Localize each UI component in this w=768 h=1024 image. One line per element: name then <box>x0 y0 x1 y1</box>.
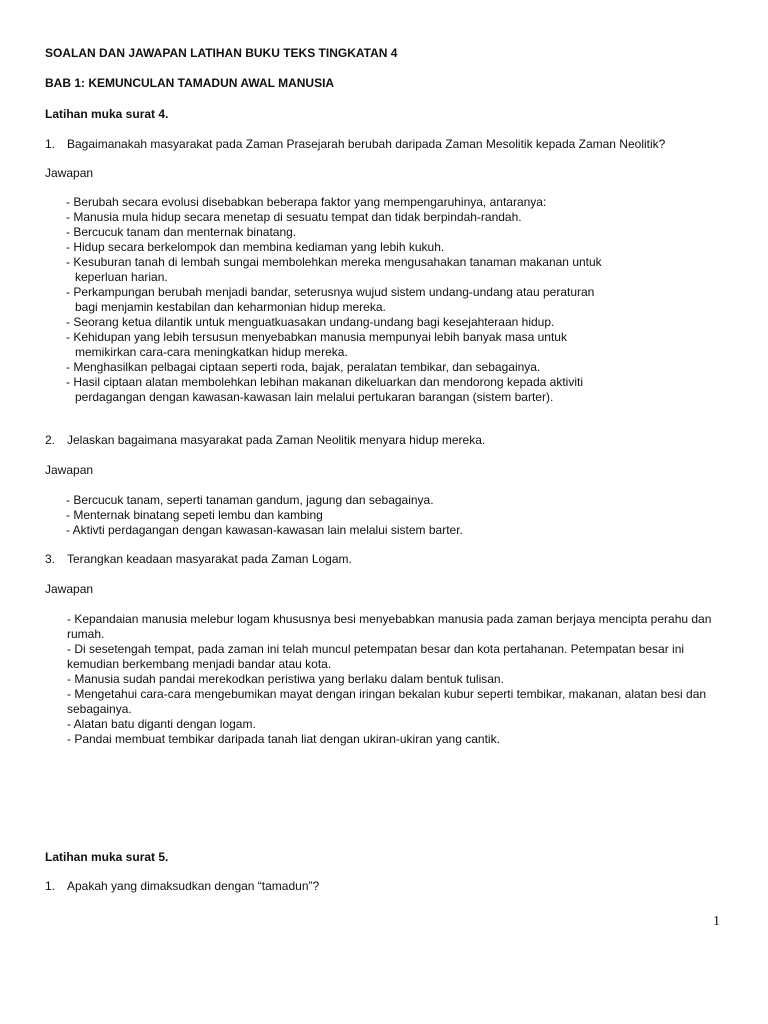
list-item: - Seorang ketua dilantik untuk menguatkuasakan undang-undang bagi kesejahteraan hidup. <box>66 315 555 329</box>
list-item: - Menghasilkan pelbagai ciptaan seperti roda, bajak, peralatan tembikar, dan sebagainya. <box>66 360 541 374</box>
list-item: - Pandai membuat tembikar daripada tanah liat dengan ukiran-ukiran yang cantik. <box>67 732 500 746</box>
answer-label: Jawapan <box>45 582 94 596</box>
list-item: - Kesuburan tanah di lembah sungai membolehkan mereka mengusahakan tanaman makanan untuk keperluan harian. <box>66 255 602 284</box>
question-3 <box>45 552 745 567</box>
question-1 <box>45 137 745 152</box>
list-item: - Kehidupan yang lebih tersusun menyebabkan manusia mempunyai lebih banyak masa untuk memikirkan cara-cara meningkatkan hidup mereka. <box>66 330 567 359</box>
list-item: - Menternak binatang sepeti lembu dan kambing <box>66 508 323 522</box>
list-item: - Kepandaian manusia melebur logam khususnya besi menyebabkan manusia pada zaman berjaya mencipta perahu dan rumah. <box>67 612 712 641</box>
document-title: SOALAN DAN JAWAPAN LATIHAN BUKU TEKS TINGKATAN 4 <box>45 46 398 60</box>
question-number: 2. <box>45 433 56 447</box>
answer-3-list <box>67 612 727 747</box>
question-text: Terangkan keadaan masyarakat pada Zaman Logam. <box>67 552 352 566</box>
list-item: - Manusia sudah pandai merekodkan peristiwa yang berlaku dalam bentuk tulisan. <box>67 672 504 686</box>
answer-label: Jawapan <box>45 463 94 477</box>
answer-2-list <box>66 493 606 538</box>
question-number: 1. <box>45 879 56 893</box>
chapter-heading: BAB 1: KEMUNCULAN TAMADUN AWAL MANUSIA <box>45 76 335 90</box>
question-number: 3. <box>45 552 56 566</box>
list-item: - Hasil ciptaan alatan membolehkan lebihan makanan dikeluarkan dan mendorong kepada aktiviti perdagangan dengan kawasan-kawasan lain melalui pertukaran barangan (sistem barter). <box>66 375 583 404</box>
list-item: - Perkampungan berubah menjadi bandar, seterusnya wujud sistem undang-undang atau peraturan bagi menjamin kestabilan dan keharmonian hidup mereka. <box>66 285 595 314</box>
answer-label: Jawapan <box>45 166 94 180</box>
list-item: - Aktivti perdagangan dengan kawasan-kawasan lain melalui sistem barter. <box>66 523 463 537</box>
section-heading-page-4: Latihan muka surat 4. <box>45 107 169 121</box>
page-number: 1 <box>713 914 720 929</box>
list-item: - Alatan batu diganti dengan logam. <box>67 717 256 731</box>
answer-1-list <box>66 195 606 405</box>
question-text: Jelaskan bagaimana masyarakat pada Zaman Neolitik menyara hidup mereka. <box>67 433 486 447</box>
list-item: - Manusia mula hidup secara menetap di sesuatu tempat dan tidak berpindah-randah. <box>66 210 522 224</box>
question-text: Apakah yang dimaksudkan dengan “tamadun”? <box>67 879 320 893</box>
question-4 <box>45 879 745 894</box>
question-2 <box>45 433 745 448</box>
list-item: - Bercucuk tanam, seperti tanaman gandum, jagung dan sebagainya. <box>66 493 434 507</box>
question-text: Bagaimanakah masyarakat pada Zaman Prasejarah berubah daripada Zaman Mesolitik kepada Zaman Neolitik? <box>67 137 666 151</box>
list-item: - Berubah secara evolusi disebabkan beberapa faktor yang mempengaruhinya, antaranya: <box>66 195 547 209</box>
list-item: - Bercucuk tanam dan menternak binatang. <box>66 225 297 239</box>
question-number: 1. <box>45 137 56 151</box>
list-item: - Hidup secara berkelompok dan membina kediaman yang lebih kukuh. <box>66 240 445 254</box>
section-heading-page-5: Latihan muka surat 5. <box>45 850 169 864</box>
list-item: - Mengetahui cara-cara mengebumikan mayat dengan iringan bekalan kubur seperti tembikar, makanan, alatan besi dan sebagainya. <box>67 687 707 716</box>
list-item: - Di sesetengah tempat, pada zaman ini telah muncul petempatan besar dan kota pertahanan. Petempatan besar ini kemudian berkembang menjadi bandar atau kota. <box>67 642 685 671</box>
